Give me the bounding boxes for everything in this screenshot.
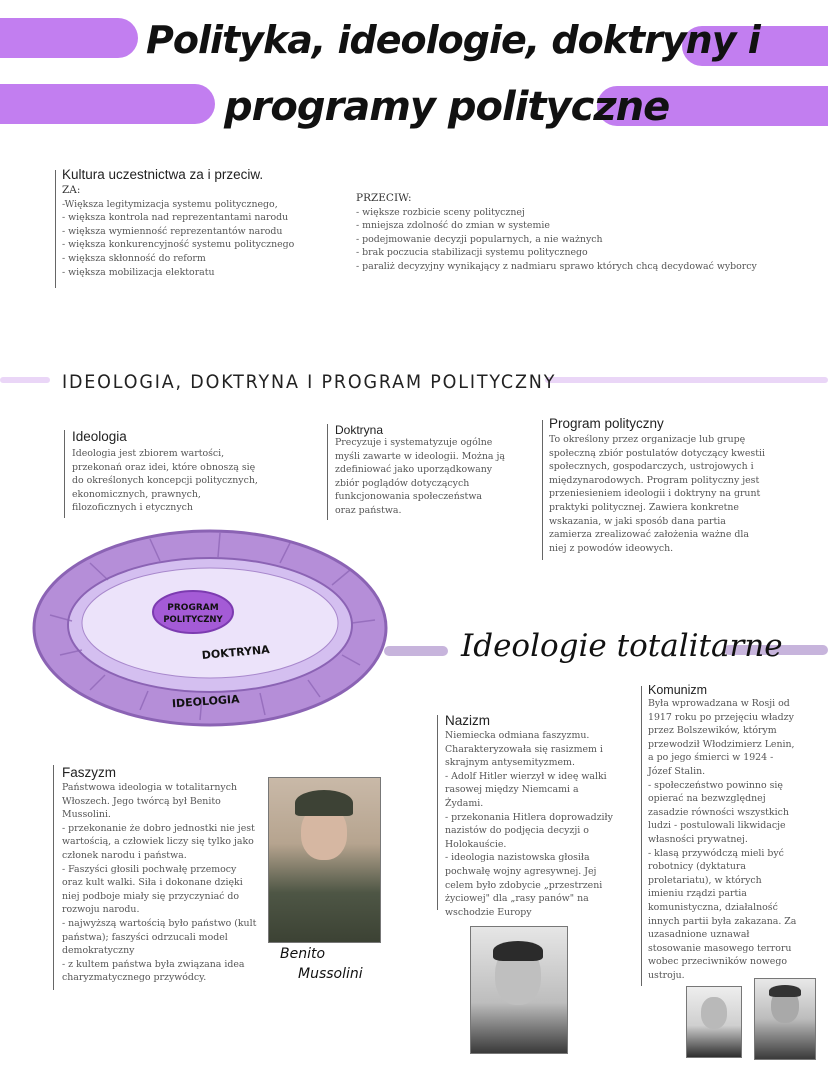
komunizm-line: ludzi - postulowali likwidacje [648,820,786,832]
ideologia-line: do określonych koncepcji politycznych, [72,475,258,487]
program-line: To określony przez organizacje lub grupę [549,434,746,445]
faszyzm-line: - Faszyści głosili pochwałę przemocy [62,863,237,875]
faszyzm-line: Mussolini. [62,809,111,821]
diagram-inner-label-1: PROGRAM [167,603,219,613]
faszyzm-line: oraz kult walki. Siła i dokonane dzięki [62,877,243,889]
faszyzm-line: państwa); faszyści odrzucali model [62,931,228,943]
ideologia-line: ekonomicznych, prawnych, [72,488,201,500]
komunizm-line: wobec przeciwników nowego [648,956,787,968]
doktryna-line: zbiór poglądów dotyczących [335,477,470,489]
doktryna-heading: Doktryna [335,423,384,437]
nazizm-line: Niemiecka odmiana faszyzmu. [445,730,590,741]
nazizm-line: życiowej" dla „rasy panów" na [445,893,589,905]
za-item: - większa kontrola nad reprezentantami narodu [62,212,289,224]
nazizm-line: celem było zdobycie „przestrzeni [445,879,603,891]
program-line: społeczną zbiór postulatów dotyczący kwestii [549,447,765,459]
nazizm-line: - przekonania Hitlera doprowadziły [445,811,613,823]
przeciw-item: - paraliż decyzyjny wynikający z nadmiaru sprawo których chcą decydować wyborcy [356,260,757,272]
faszyzm-line: członek narodu i państwa. [62,849,187,861]
przeciw-list [356,192,816,274]
faszyzm-line: rozwoju narodu. [62,904,140,916]
faszyzm-line: charyzmatycznego przywódcy. [62,972,207,984]
ideologia-text [72,447,297,515]
komunizm-line: Józef Stalin. [648,765,706,777]
ideology-diagram [30,525,395,735]
mussolini-caption [280,944,363,984]
przeciw-item: - mniejsza zdolność do zmian w systemie [356,220,550,232]
faszyzm-line: wartością, a człowiek liczy się tylko jako [62,836,254,848]
nazizm-text [445,729,625,919]
mussolini-cap [295,790,353,816]
section2-rule-left [0,377,50,383]
przeciw-item: - większe rozbicie sceny politycznej [356,206,525,218]
za-item: -Większa legitymizacja systemu politycznego, [62,198,278,210]
diagram-inner-label-2: POLITYCZNY [163,615,223,625]
title-bar-left-bottom [0,84,215,124]
ideologia-heading: Ideologia [72,429,127,444]
kultura-heading: Kultura uczestnictwa za i przeciw. [62,167,264,182]
faszyzm-line: - najwyższą wartością było państwo (kult [62,917,257,929]
przeciw-item: - brak poczucia stabilizacji systemu politycznego [356,247,588,259]
komunizm-line: robotnicy (dyktatura [648,861,746,873]
komunizm-line: opierać na bezwzględnej [648,793,766,805]
faszyzm-line: Włoszech. Jego twórcą był Benito [62,795,221,807]
komunizm-line: przewodził Włodzimierz Lenin, [648,738,795,750]
nazizm-heading: Nazizm [445,713,491,728]
hitler-photo [470,926,568,1054]
komunizm-line: innych partii była zakazana. Za [648,915,797,927]
diagram-middle-label: DOKTRYNA [201,643,271,662]
faszyzm-heading: Faszyzm [62,765,116,780]
faszyzm-line: Państwowa ideologia w totalitarnych [62,782,237,793]
program-line: społecznych, gospodarczych, ustrojowych i [549,461,754,473]
komunizm-line: uzasadnione uznawał [648,929,750,941]
kultura-divider [55,170,56,288]
page-title-line1: Polityka, ideologie, doktryny i [146,18,760,62]
mussolini-caption-line1: Benito [280,946,326,962]
nazizm-line: Charakteryzowała się rasizmem i [445,743,603,755]
za-item: - większa skłonność do reform [62,252,206,264]
nazizm-line: wschodzie Europy [445,906,532,918]
program-text [549,433,819,555]
faszyzm-line: - z kultem państwa była związana idea [62,958,245,970]
program-line: przeniesieniem ideologii i doktryny na grunt [549,488,761,500]
komunizm-line: imieniu rządzi partia [648,888,747,900]
faszyzm-divider [53,765,54,990]
program-line: praktyki politycznej. Zawiera konkretne [549,501,739,513]
faszyzm-line: demokratyczny [62,945,135,957]
lenin-photo [686,986,742,1058]
za-item: - większa mobilizacja elektoratu [62,266,215,278]
nazizm-line: - Adolf Hitler wierzył w ideę walki [445,770,607,782]
komunizm-line: ustroju. [648,969,685,981]
stalin-photo [754,978,816,1060]
doktryna-line: Precyzuje i systematyzuje ogólne [335,437,493,448]
nazizm-divider [437,715,438,910]
section2-rule-right [545,377,828,383]
komunizm-line: - społeczeństwo powinno się [648,779,783,791]
program-line: zamierza zrealizować założenia ważne dla [549,529,749,541]
program-line: międzynarodowych. Program polityczny jest [549,474,760,486]
title-bar-left-top [0,18,138,58]
nazizm-line: - ideologia nazistowska głosiła [445,852,590,864]
komunizm-line: Była wprowadzana w Rosji od [648,698,790,709]
program-line: niej z powodów ideowych. [549,542,674,554]
stalin-hair [769,985,801,997]
doktryna-line: zdefiniować jako uporządkowany [335,464,493,476]
nazizm-line: Żydami. [445,797,484,809]
ideologia-line: filozoficznych i etycznych [72,502,193,514]
faszyzm-line: - przekonanie że dobro jednostki nie jest [62,822,255,834]
za-heading: ZA: [62,184,81,196]
doktryna-line: funkcjonowania społeczeństwa [335,491,482,503]
program-line: wskazania, w jaki sposób dana partia [549,515,726,527]
komunizm-line: własności prywatnej. [648,833,748,845]
ideologia-line: przekonań oraz idei, które obnoszą się [72,461,256,473]
za-item: - większa wymienność reprezentantów narodu [62,225,283,237]
mussolini-caption-line2: Mussolini [298,966,363,982]
totalitarne-rule-left [384,646,448,656]
komunizm-text [648,697,823,982]
nazizm-line: pochwałę wojny agresywnej. Jej [445,865,597,877]
doktryna-line: oraz państwa. [335,504,402,516]
komunizm-line: stosowanie masowego terroru [648,942,792,954]
przeciw-item: - podejmowanie decyzji popularnych, a nie ważnych [356,233,603,245]
hitler-hair [493,941,543,961]
komunizm-divider [641,686,642,986]
komunizm-line: przez Bolszewików, którym [648,725,777,737]
doktryna-text [335,436,535,518]
nazizm-line: skrajnym antysemityzmem. [445,757,575,769]
program-heading: Program polityczny [549,416,664,431]
nazizm-line: nazistów do podjęcia decyzji o [445,825,589,837]
doktryna-line: myśli zawarte w ideologii. Można ją [335,450,505,462]
totalitarne-heading: Ideologie totalitarne [461,628,783,664]
mussolini-photo [268,777,381,943]
nazizm-line: rasowej między Niemcami a [445,784,579,796]
komunizm-line: komunistyczna, działalność [648,901,778,913]
komunizm-line: a po jego śmierci w 1924 - [648,752,774,764]
program-divider [542,420,543,560]
diagram-outer-label: IDEOLOGIA [171,692,240,711]
doktryna-divider [327,424,328,520]
lenin-face [701,997,727,1029]
komunizm-line: - klasą przywódczą mieli być [648,847,784,859]
faszyzm-text [62,781,267,985]
przeciw-heading: PRZECIW: [356,192,412,204]
ideologia-divider [64,430,65,518]
komunizm-line: proletariatu), w których [648,874,762,886]
faszyzm-line: niej podboje miały się przyczyniać do [62,890,240,902]
page-title-line2: programy polityczne [224,84,670,130]
za-list [62,184,342,279]
za-item: - większa konkurencyjność systemu politycznego [62,239,295,251]
komunizm-heading: Komunizm [648,683,708,697]
komunizm-line: 1917 roku po przejęciu władzy [648,711,794,723]
ideologia-line: Ideologia jest zbiorem wartości, [72,448,225,459]
nazizm-line: Holokauście. [445,838,507,850]
komunizm-line: zasadzie równości wszystkich [648,806,789,818]
section2-heading: IDEOLOGIA, DOKTRYNA I PROGRAM POLITYCZNY [62,371,557,393]
